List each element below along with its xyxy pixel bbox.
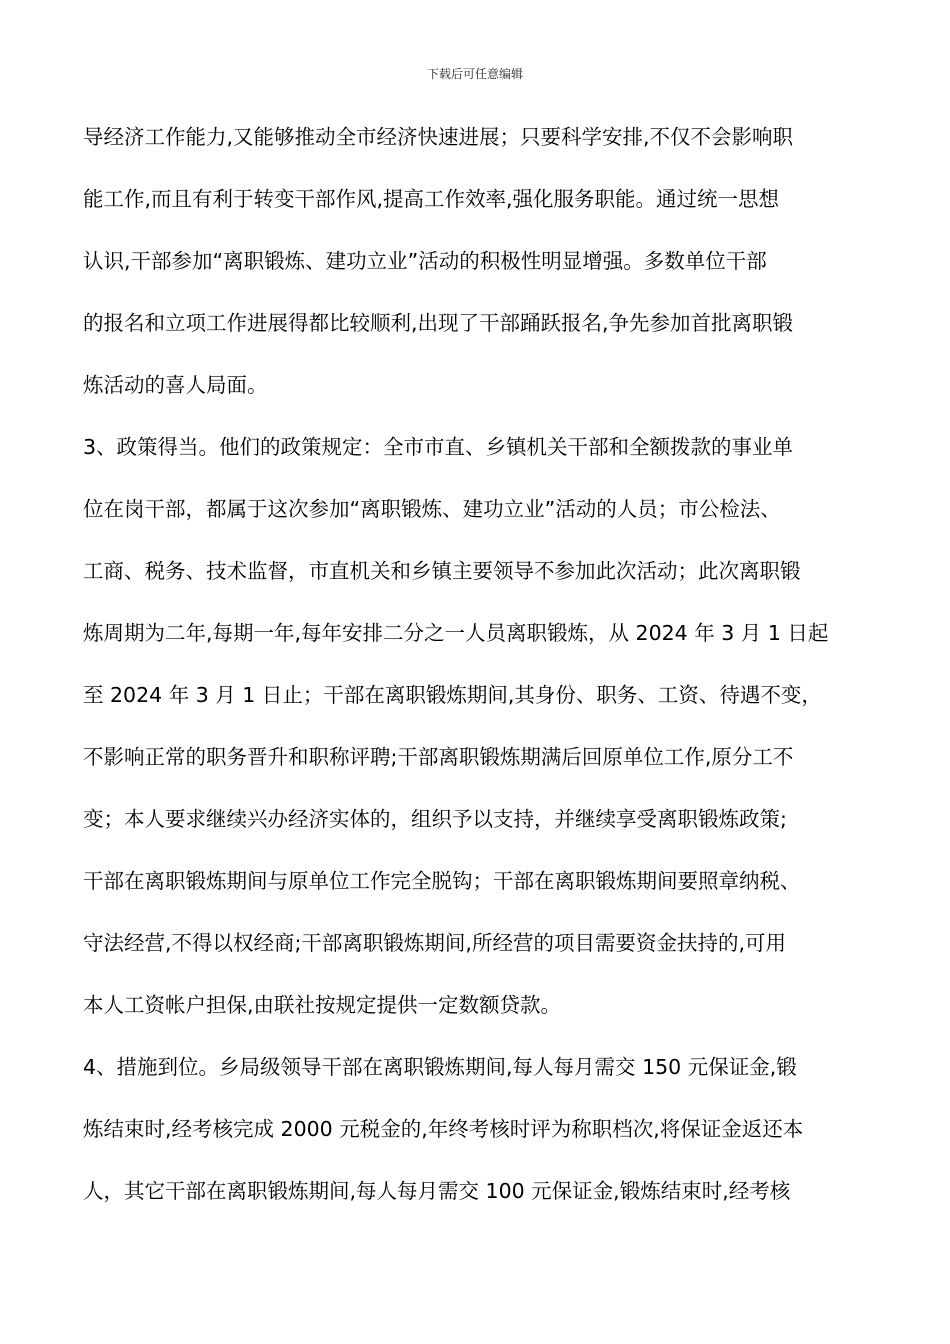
text-line: 认识,干部参加“离职锻炼、建功立业”活动的积极性明显增强。多数单位干部	[83, 249, 767, 273]
text-line: 炼结束时,经考核完成 2000 元税金的,年终考核时评为称职档次,将保证金返还本	[83, 1117, 804, 1141]
text-line: 炼周期为二年,每期一年,每年安排二分之一人员离职锻炼，从 2024 年 3 月 1 日起	[83, 621, 829, 645]
text-line: 人，其它干部在离职锻炼期间,每人每月需交 100 元保证金,锻炼结束时,经考核	[83, 1179, 791, 1203]
text-line: 守法经营,不得以权经商;干部离职锻炼期间,所经营的项目需要资金扶持的,可用	[83, 931, 786, 955]
text-line: 不影响正常的职务晋升和职称评聘;干部离职锻炼期满后回原单位工作,原分工不	[83, 745, 794, 769]
text-line: 工商、税务、技术监督，市直机关和乡镇主要领导不参加此次活动；此次离职锻	[83, 559, 801, 583]
text-line: 4、措施到位。乡局级领导干部在离职锻炼期间,每人每月需交 150 元保证金,锻	[83, 1055, 797, 1079]
text-line: 能工作,而且有利于转变干部作风,提高工作效率,强化服务职能。通过统一思想	[83, 187, 780, 211]
document-body	[83, 118, 883, 1234]
text-line: 3、政策得当。他们的政策规定：全市市直、乡镇机关干部和全额拨款的事业单	[83, 435, 794, 459]
text-line: 干部在离职锻炼期间与原单位工作完全脱钩；干部在离职锻炼期间要照章纳税、	[83, 869, 801, 893]
text-line: 导经济工作能力,又能够推动全市经济快速进展；只要科学安排,不仅不会影响职	[83, 125, 794, 149]
page-header: 下载后可任意编辑	[426, 67, 523, 81]
text-line: 炼活动的喜人局面。	[83, 373, 268, 397]
text-line: 位在岗干部，都属于这次参加“离职锻炼、建功立业”活动的人员；市公检法、	[83, 497, 781, 521]
text-line: 变；本人要求继续兴办经济实体的，组织予以支持，并继续享受离职锻炼政策;	[83, 807, 787, 831]
text-line: 至 2024 年 3 月 1 日止；干部在离职锻炼期间,其身份、职务、工资、待遇不变，	[83, 683, 822, 707]
text-line: 本人工资帐户担保,由联社按规定提供一定数额贷款。	[83, 993, 562, 1017]
text-line: 的报名和立项工作进展得都比较顺利,出现了干部踊跃报名,争先参加首批离职锻	[83, 311, 794, 335]
